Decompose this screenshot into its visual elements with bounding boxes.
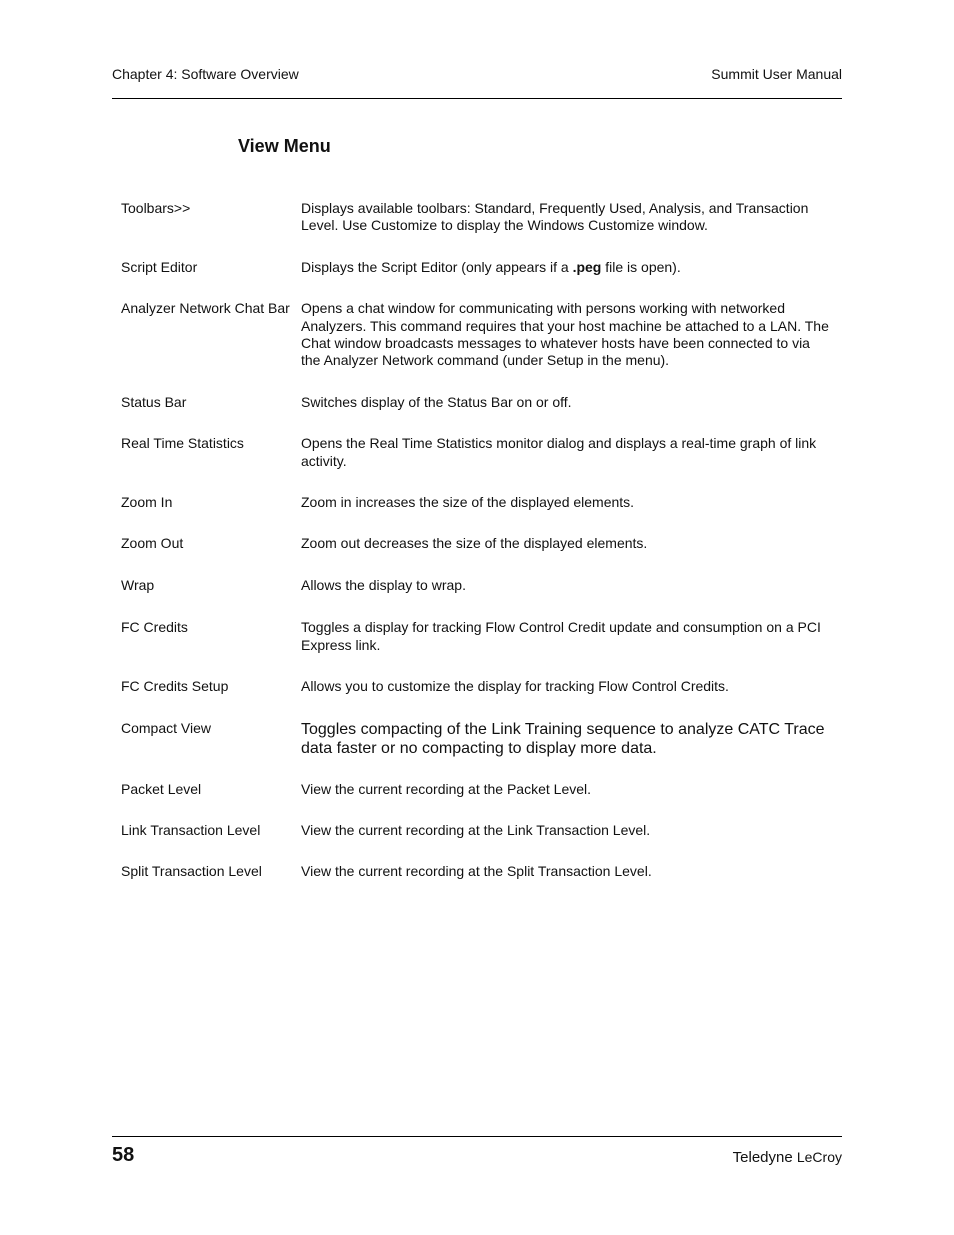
entry-term: FC Credits: [121, 619, 188, 636]
entry-desc: Toggles compacting of the Link Training sequence to analyze CATC Trace data faster or no compacting to display more data.: [301, 720, 825, 757]
company-name: [733, 1148, 842, 1167]
entry-term: Compact View: [121, 719, 212, 736]
header-rule: [112, 98, 842, 99]
entry-desc: Opens a chat window for communicating with persons working with networked Analyzers. This command requires that your host machine be attached to a LAN. The Chat window broadcasts messages to whatever hosts have been connected to via the Analyzer Network command (under Setup in the menu).: [301, 300, 829, 369]
entry-term: Split Transaction Level: [121, 863, 262, 880]
entry-desc: [301, 259, 833, 276]
entry-desc-part: file is open).: [601, 258, 681, 275]
entry-analyzer-network-chat-bar: [121, 300, 841, 370]
entry-fc-credits-setup: [121, 678, 841, 695]
entry-desc: Allows the display to wrap.: [301, 576, 466, 593]
entry-desc: Opens the Real Time Statistics monitor dialog and displays a real-time graph of link activity.: [301, 435, 817, 469]
entry-term: Analyzer Network Chat Bar: [121, 300, 290, 317]
entry-zoom-in: [121, 494, 841, 511]
entry-term: Link Transaction Level: [121, 821, 261, 838]
entry-term: Zoom In: [121, 494, 173, 511]
entry-desc: Zoom out decreases the size of the displayed elements.: [301, 535, 648, 552]
entry-desc: View the current recording at the Packet Level.: [301, 780, 592, 797]
menu-entries-list: [121, 200, 841, 881]
entry-desc: Switches display of the Status Bar on or off.: [301, 393, 572, 410]
entry-desc: View the current recording at the Link Transaction Level.: [301, 821, 651, 838]
entry-link-transaction-level: [121, 822, 841, 839]
chapter-title: Chapter 4: Software Overview: [112, 66, 299, 82]
entry-toolbars: [121, 200, 841, 235]
entry-split-transaction-level: [121, 863, 841, 880]
entry-desc: Toggles a display for tracking Flow Control Credit update and consumption on a PCI Express link.: [301, 619, 821, 653]
entry-term: Wrap: [121, 576, 155, 593]
entry-term: Packet Level: [121, 780, 202, 797]
entry-zoom-out: [121, 535, 841, 552]
entry-compact-view: [121, 720, 841, 759]
entry-term: Script Editor: [121, 258, 198, 275]
entry-term: Real Time Statistics: [121, 435, 244, 452]
entry-desc: View the current recording at the Split Transaction Level.: [301, 863, 652, 880]
page-number: 58: [112, 1144, 135, 1166]
entry-script-editor: [121, 259, 841, 276]
company-name-main: Teledyne: [732, 1149, 793, 1166]
entry-term: Toolbars>>: [121, 200, 191, 216]
entry-term: Zoom Out: [121, 535, 184, 552]
entry-desc-part: Displays the Script Editor (only appears if a: [301, 258, 573, 275]
file-extension: .peg: [572, 258, 602, 275]
entry-desc: Displays available toolbars: Standard, Frequently Used, Analysis, and Transaction Level. Use Customize to display the Windows Customize window.: [301, 200, 809, 234]
entry-term: Status Bar: [121, 393, 187, 410]
entry-term: FC Credits Setup: [121, 678, 229, 695]
manual-title: Summit User Manual: [711, 66, 842, 82]
section-title: View Menu: [238, 136, 331, 156]
entry-packet-level: [121, 781, 841, 798]
entry-real-time-statistics: [121, 435, 841, 470]
footer-rule: [112, 1136, 842, 1137]
entry-wrap: [121, 577, 841, 594]
entry-fc-credits: [121, 619, 841, 654]
entry-desc: Zoom in increases the size of the displayed elements.: [301, 494, 635, 511]
company-name-sub: LeCroy: [796, 1149, 842, 1165]
entry-status-bar: [121, 394, 841, 411]
entry-desc: Allows you to customize the display for tracking Flow Control Credits.: [301, 678, 729, 695]
